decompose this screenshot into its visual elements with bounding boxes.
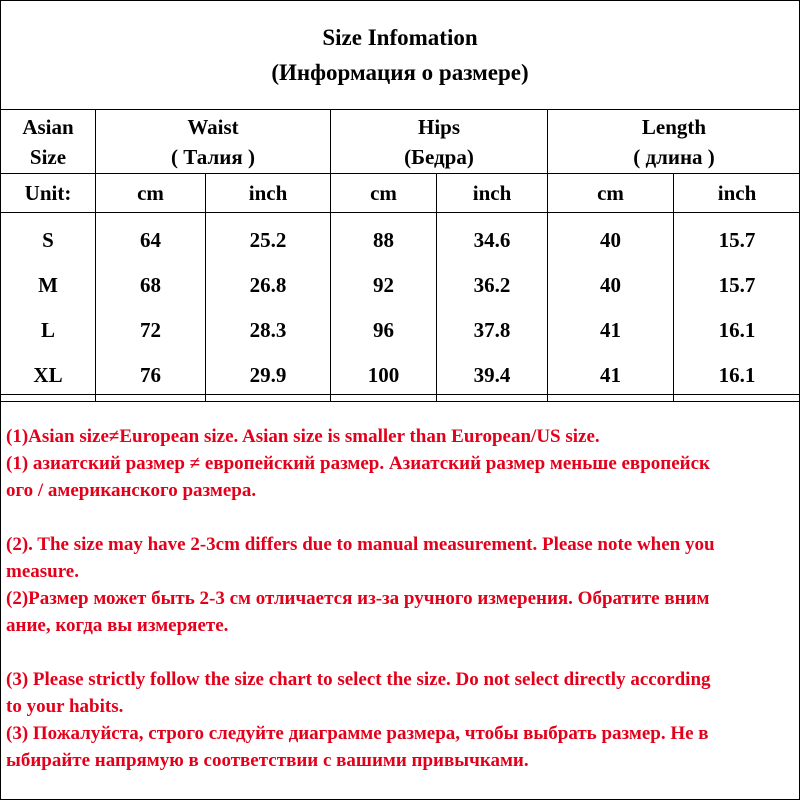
length-inch-cell: 16.1 — [674, 307, 800, 352]
page-title — [0, 20, 800, 90]
length-inch-cell: 15.7 — [674, 262, 800, 307]
note-1-russian-line1: (1) азиатский размер ≠ европейский размер. Азиатский размер меньше европейск — [0, 450, 800, 477]
unit-waist-cm: cm — [96, 174, 206, 213]
unit-hips-cm: cm — [331, 174, 437, 213]
notes-section — [0, 394, 800, 801]
note-3-english-line2: to your habits. — [0, 693, 800, 720]
header-waist: Waist ( Талия ) — [96, 110, 331, 174]
hips-cm-cell: 96 — [331, 307, 437, 352]
length-inch-cell: 15.7 — [674, 213, 800, 263]
note-1-russian-line2: ого / американского размера. — [0, 477, 800, 504]
note-1-english: (1)Asian size≠European size. Asian size is smaller than European/US size. — [0, 423, 800, 450]
length-cm-cell: 40 — [548, 262, 674, 307]
header-hips: Hips (Бедра) — [331, 110, 548, 174]
waist-cm-cell: 72 — [96, 307, 206, 352]
hips-inch-cell: 37.8 — [437, 307, 548, 352]
note-3-russian-line2: ыбирайте напрямую в соответствии с вашими привычками. — [0, 747, 800, 774]
waist-cm-cell: 68 — [96, 262, 206, 307]
header-length: Length ( длина ) — [548, 110, 800, 174]
title-english: Size Infomation — [0, 20, 800, 55]
header-row — [1, 110, 800, 174]
note-2-english-line1: (2). The size may have 2-3cm differs due to manual measurement. Please note when you — [0, 531, 800, 558]
note-2-russian-line1: (2)Размер может быть 2-3 см отличается из-за ручного измерения. Обратите вним — [0, 585, 800, 612]
size-cell: S — [1, 213, 96, 263]
note-2-english-line2: measure. — [0, 558, 800, 585]
hips-inch-cell: 34.6 — [437, 213, 548, 263]
unit-row — [1, 174, 800, 213]
note-3-russian-line1: (3) Пожалуйста, строго следуйте диаграмме размера, чтобы выбрать размер. Не в — [0, 720, 800, 747]
title-russian: (Информация о размере) — [0, 55, 800, 90]
waist-inch-cell: 25.2 — [206, 213, 331, 263]
header-asian-size: Asian Size — [1, 110, 96, 174]
length-cm-cell: 41 — [548, 307, 674, 352]
waist-inch-cell: 28.3 — [206, 307, 331, 352]
unit-label: Unit: — [1, 174, 96, 213]
length-cm-cell: 41 — [548, 352, 674, 402]
length-cm-cell: 40 — [548, 213, 674, 263]
table-row — [1, 307, 800, 352]
hips-cm-cell: 92 — [331, 262, 437, 307]
hips-inch-cell: 36.2 — [437, 262, 548, 307]
hips-inch-cell: 39.4 — [437, 352, 548, 402]
unit-length-inch: inch — [674, 174, 800, 213]
waist-inch-cell: 26.8 — [206, 262, 331, 307]
table-row — [1, 213, 800, 263]
unit-hips-inch: inch — [437, 174, 548, 213]
waist-cm-cell: 64 — [96, 213, 206, 263]
unit-waist-inch: inch — [206, 174, 331, 213]
size-cell: L — [1, 307, 96, 352]
note-3-english-line1: (3) Please strictly follow the size chart to select the size. Do not select directly according — [0, 666, 800, 693]
table-row — [1, 262, 800, 307]
hips-cm-cell: 100 — [331, 352, 437, 402]
waist-inch-cell: 29.9 — [206, 352, 331, 402]
unit-length-cm: cm — [548, 174, 674, 213]
hips-cm-cell: 88 — [331, 213, 437, 263]
length-inch-cell: 16.1 — [674, 352, 800, 402]
size-cell: M — [1, 262, 96, 307]
size-cell: XL — [1, 352, 96, 402]
size-table — [0, 109, 800, 402]
waist-cm-cell: 76 — [96, 352, 206, 402]
note-2-russian-line2: ание, когда вы измеряете. — [0, 612, 800, 639]
